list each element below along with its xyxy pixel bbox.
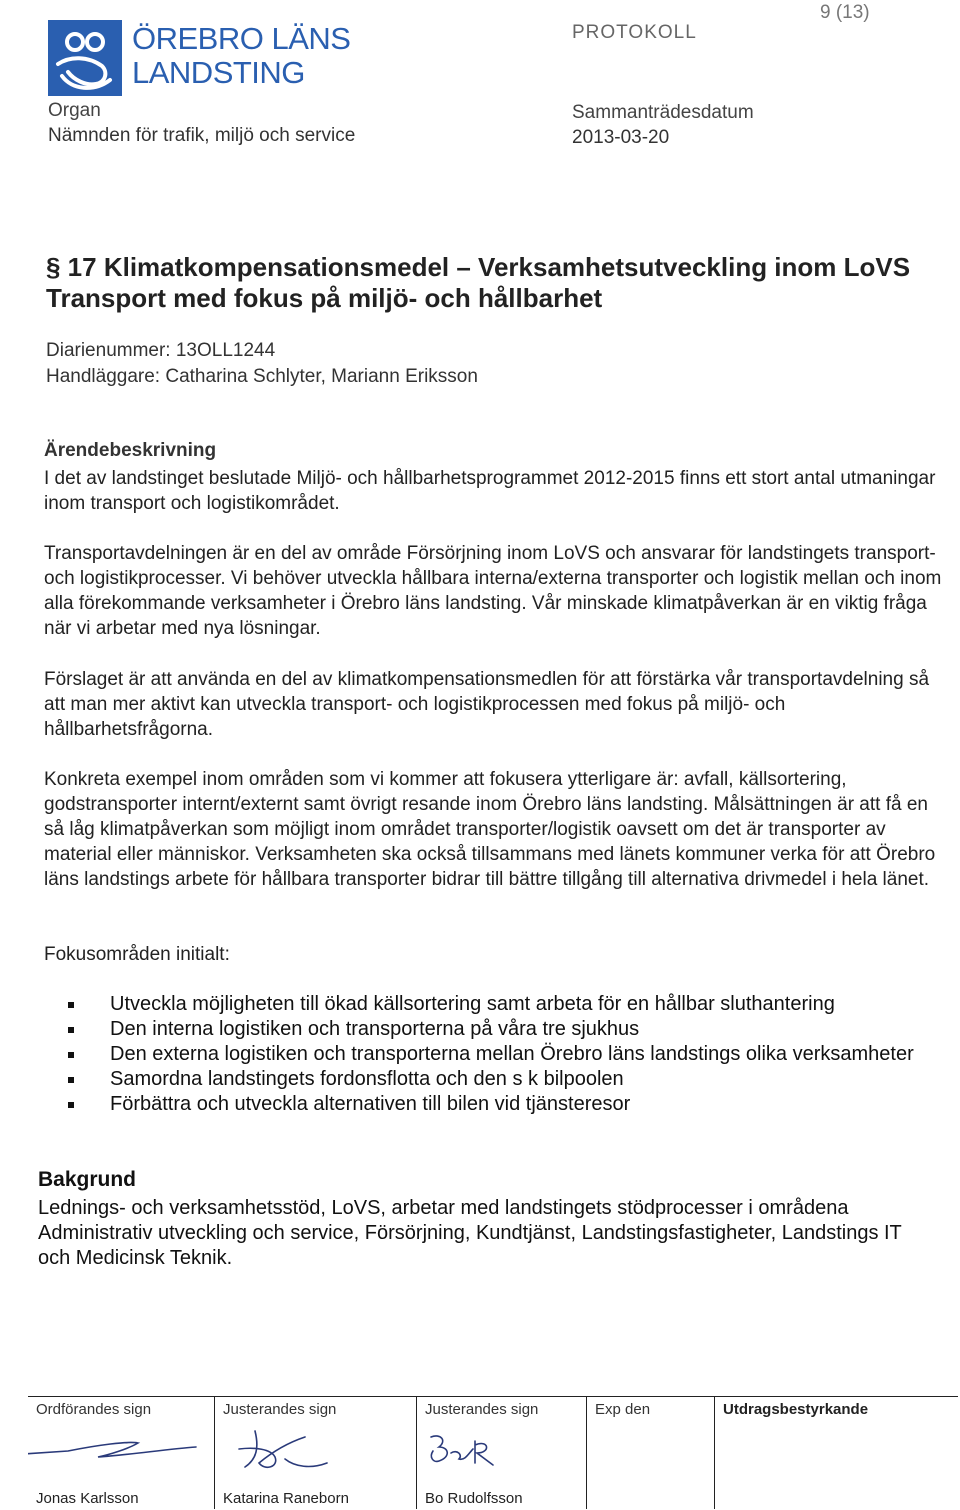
landsting-logo-icon [48,20,122,96]
justerande1-name: Katarina Raneborn [223,1490,349,1507]
meeting-date-label: Sammanträdesdatum [572,102,754,123]
justerande1-sign-cell [215,1397,415,1509]
org-name-line1: ÖREBRO LÄNS [132,21,351,56]
justerande2-signature [417,1423,585,1483]
bakgrund-heading: Bakgrund [38,1168,137,1191]
document-type: PROTOKOLL [572,22,697,43]
list-item: Utveckla möjligheten till ökad källsortering samt arbeta för en hållbar sluthantering [66,992,926,1017]
ordforande-sign-cell [28,1397,214,1509]
diarienummer: Diarienummer: 13OLL1244 [46,340,276,361]
organ-label: Organ [48,100,101,121]
exp-den-label: Exp den [595,1401,651,1418]
arende-paragraph-3: Förslaget är att använda en del av klimatkompensationsmedlen för att förstärka vår transportavdelning så att man mer aktivt kan utveckla transport- och logistikprocessen med fokus på miljö- och hållbarhetsfrågorna. [44,669,930,740]
handlaggare: Handläggare: Catharina Schlyter, Mariann Eriksson [46,366,478,387]
arende-paragraph-4: Konkreta exempel inom områden som vi kommer att fokusera ytterligare är: avfall, källsortering, godstransporter internt/externt samt övrigt resande inom Örebro läns landsting. Målsättningen är att få en så låg klimatpåverkan som möjligt inom området transporter/logistik oavsett om det är transporter av material eller människor. Verksamheten ska också tillsammans med länets kommuner verka för att Örebro läns landstings arbete för hållbara transporter bidrar till bättre tillgång till alternativa drivmedel i hela länet. [44,769,936,890]
utdragsbestyrkande-label: Utdragsbestyrkande [723,1401,869,1418]
arende-paragraph-2: Transportavdelningen är en del av område Försörjning inom LoVS och ansvarar för landstingets transport- och logistikprocesser. Vi behöver utveckla hållbara interna/externa transporter och logistik mellan och inom alla förekommande verksamheter i Örebro läns landsting. Vår minskade klimatpåverkan är en viktig fråga när vi arbetar med nya lösningar. [44,543,942,639]
org-name-line2: LANDSTING [132,55,305,90]
page-number: 9 (13) [820,2,870,23]
bakgrund-paragraph: Lednings- och verksamhetsstöd, LoVS, arbetar med landstingets stödprocesser i områdena Administrativ utveckling och service, Försörjning, Kundtjänst, Landstingsfastigheter, Landstings IT och Medicinsk Teknik. [38,1197,902,1269]
list-item: Samordna landstingets fordonsflotta och den s k bilpoolen [66,1067,926,1092]
list-item: Förbättra och utveckla alternativen till bilen vid tjänsteresor [66,1092,926,1117]
signature-table [28,1396,958,1509]
ordforande-name: Jonas Karlsson [36,1490,139,1507]
justerande2-sign-label: Justerandes sign [425,1401,539,1418]
exp-den-cell [587,1397,713,1509]
justerande2-name: Bo Rudolfsson [425,1490,523,1507]
ordforande-sign-label: Ordförandes sign [36,1401,152,1418]
justerande1-signature [215,1423,415,1483]
list-item: Den externa logistiken och transporterna mellan Örebro läns landstings olika verksamheter [66,1042,926,1067]
utdragsbestyrkande-cell [715,1397,958,1509]
meeting-date-value: 2013-03-20 [572,127,670,148]
justerande1-sign-label: Justerandes sign [223,1401,337,1418]
organ-value: Nämnden för trafik, miljö och service [48,125,356,146]
page-title: § 17 Klimatkompensationsmedel – Verksamhetsutveckling inom LoVS Transport med fokus på miljö- och hållbarhet [46,252,911,313]
arende-paragraph-1: I det av landstinget beslutade Miljö- och hållbarhetsprogrammet 2012-2015 finns ett stort antal utmaningar inom transport och logistikområdet. [44,468,936,514]
logo-graphic [48,20,122,96]
organization-name [132,22,350,90]
justerande2-sign-cell [417,1397,585,1509]
focus-heading: Fokusområden initialt: [44,944,230,965]
arende-heading: Ärendebeskrivning [44,440,217,461]
ordforande-signature [28,1423,214,1483]
focus-list [66,992,926,1117]
list-item: Den interna logistiken och transporterna på våra tre sjukhus [66,1017,926,1042]
